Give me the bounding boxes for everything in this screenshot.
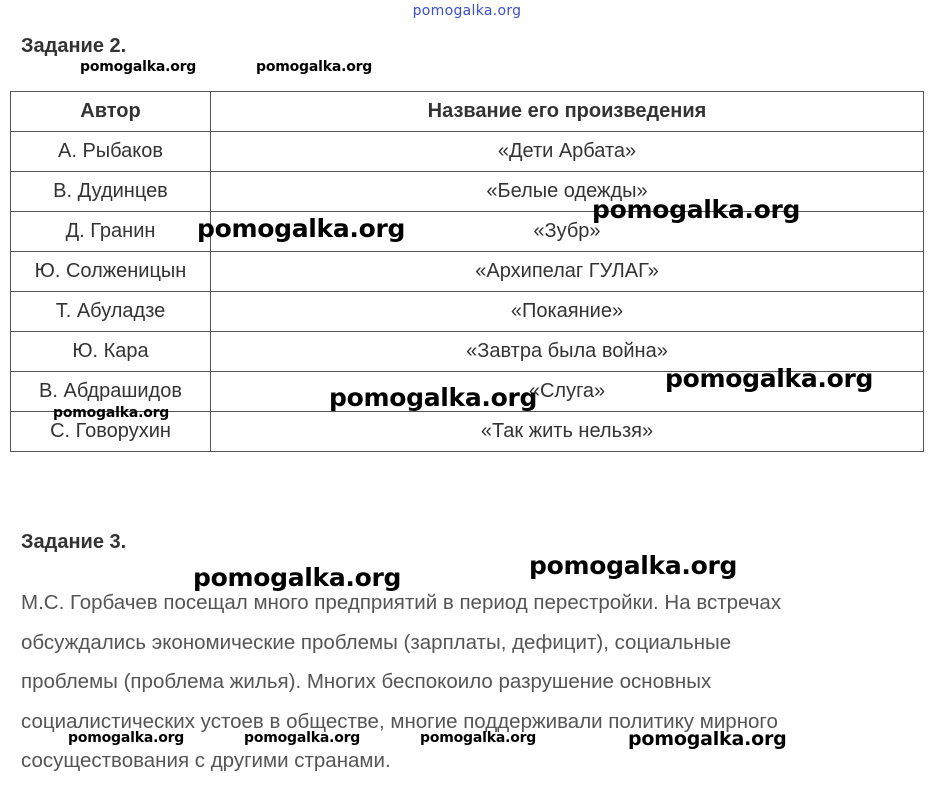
paragraph-line: сосуществования с другими странами. [21,749,391,772]
watermark: pomogalka.org [193,563,402,592]
watermark: pomogalka.org [256,59,373,75]
work-cell: «Покаяние» [211,292,924,332]
table-row [11,252,924,292]
author-cell: В. Абдрашидов [11,372,211,412]
author-cell: Д. Гранин [11,212,211,252]
column-header-author: Автор [11,92,211,132]
watermark: pomogalka.org [244,730,361,746]
work-cell: «Слуга» [211,372,924,412]
table-row [11,292,924,332]
work-cell: «Белые одежды» [211,172,924,212]
watermark: pomogalka.org [592,195,801,224]
work-cell: «Зубр» [211,212,924,252]
site-link[interactable]: pomogalka.org [412,3,522,19]
watermark: pomogalka.org [329,383,538,412]
table-header-row [11,92,924,132]
paragraph-line: проблемы (проблема жилья). Многих беспокоило разрушение основных [21,670,712,693]
work-cell: «Дети Арбата» [211,132,924,172]
watermark: pomogalka.org [68,730,185,746]
watermark: pomogalka.org [628,728,787,750]
author-cell: Т. Абуладзе [11,292,211,332]
paragraph-line: М.С. Горбачев посещал много предприятий в период перестройки. На встречах [21,591,782,614]
author-cell: С. Говорухин [11,412,211,452]
column-header-work: Название его произведения [211,92,924,132]
table-row [11,132,924,172]
paragraph-line: социалистических устоев в обществе, многие поддерживали политику мирного [21,709,778,733]
watermark: pomogalka.org [80,59,197,75]
watermark: pomogalka.org [420,730,537,746]
watermark: pomogalka.org [197,214,406,243]
author-cell: Ю. Кара [11,332,211,372]
work-cell: «Архипелаг ГУЛАГ» [211,252,924,292]
watermark: pomogalka.org [53,405,170,421]
task2-heading: Задание 2. [21,35,127,57]
watermark: pomogalka.org [665,364,874,393]
task3-answer-paragraph [21,583,921,781]
work-cell: «Так жить нельзя» [211,412,924,452]
work-cell: «Завтра была война» [211,332,924,372]
task3-heading: Задание 3. [21,531,127,553]
watermark: pomogalka.org [529,551,738,580]
author-cell: А. Рыбаков [11,132,211,172]
author-cell: Ю. Солженицын [11,252,211,292]
author-cell: В. Дудинцев [11,172,211,212]
paragraph-line: обсуждались экономические проблемы (зарплаты, дефицит), социальные [21,630,732,654]
